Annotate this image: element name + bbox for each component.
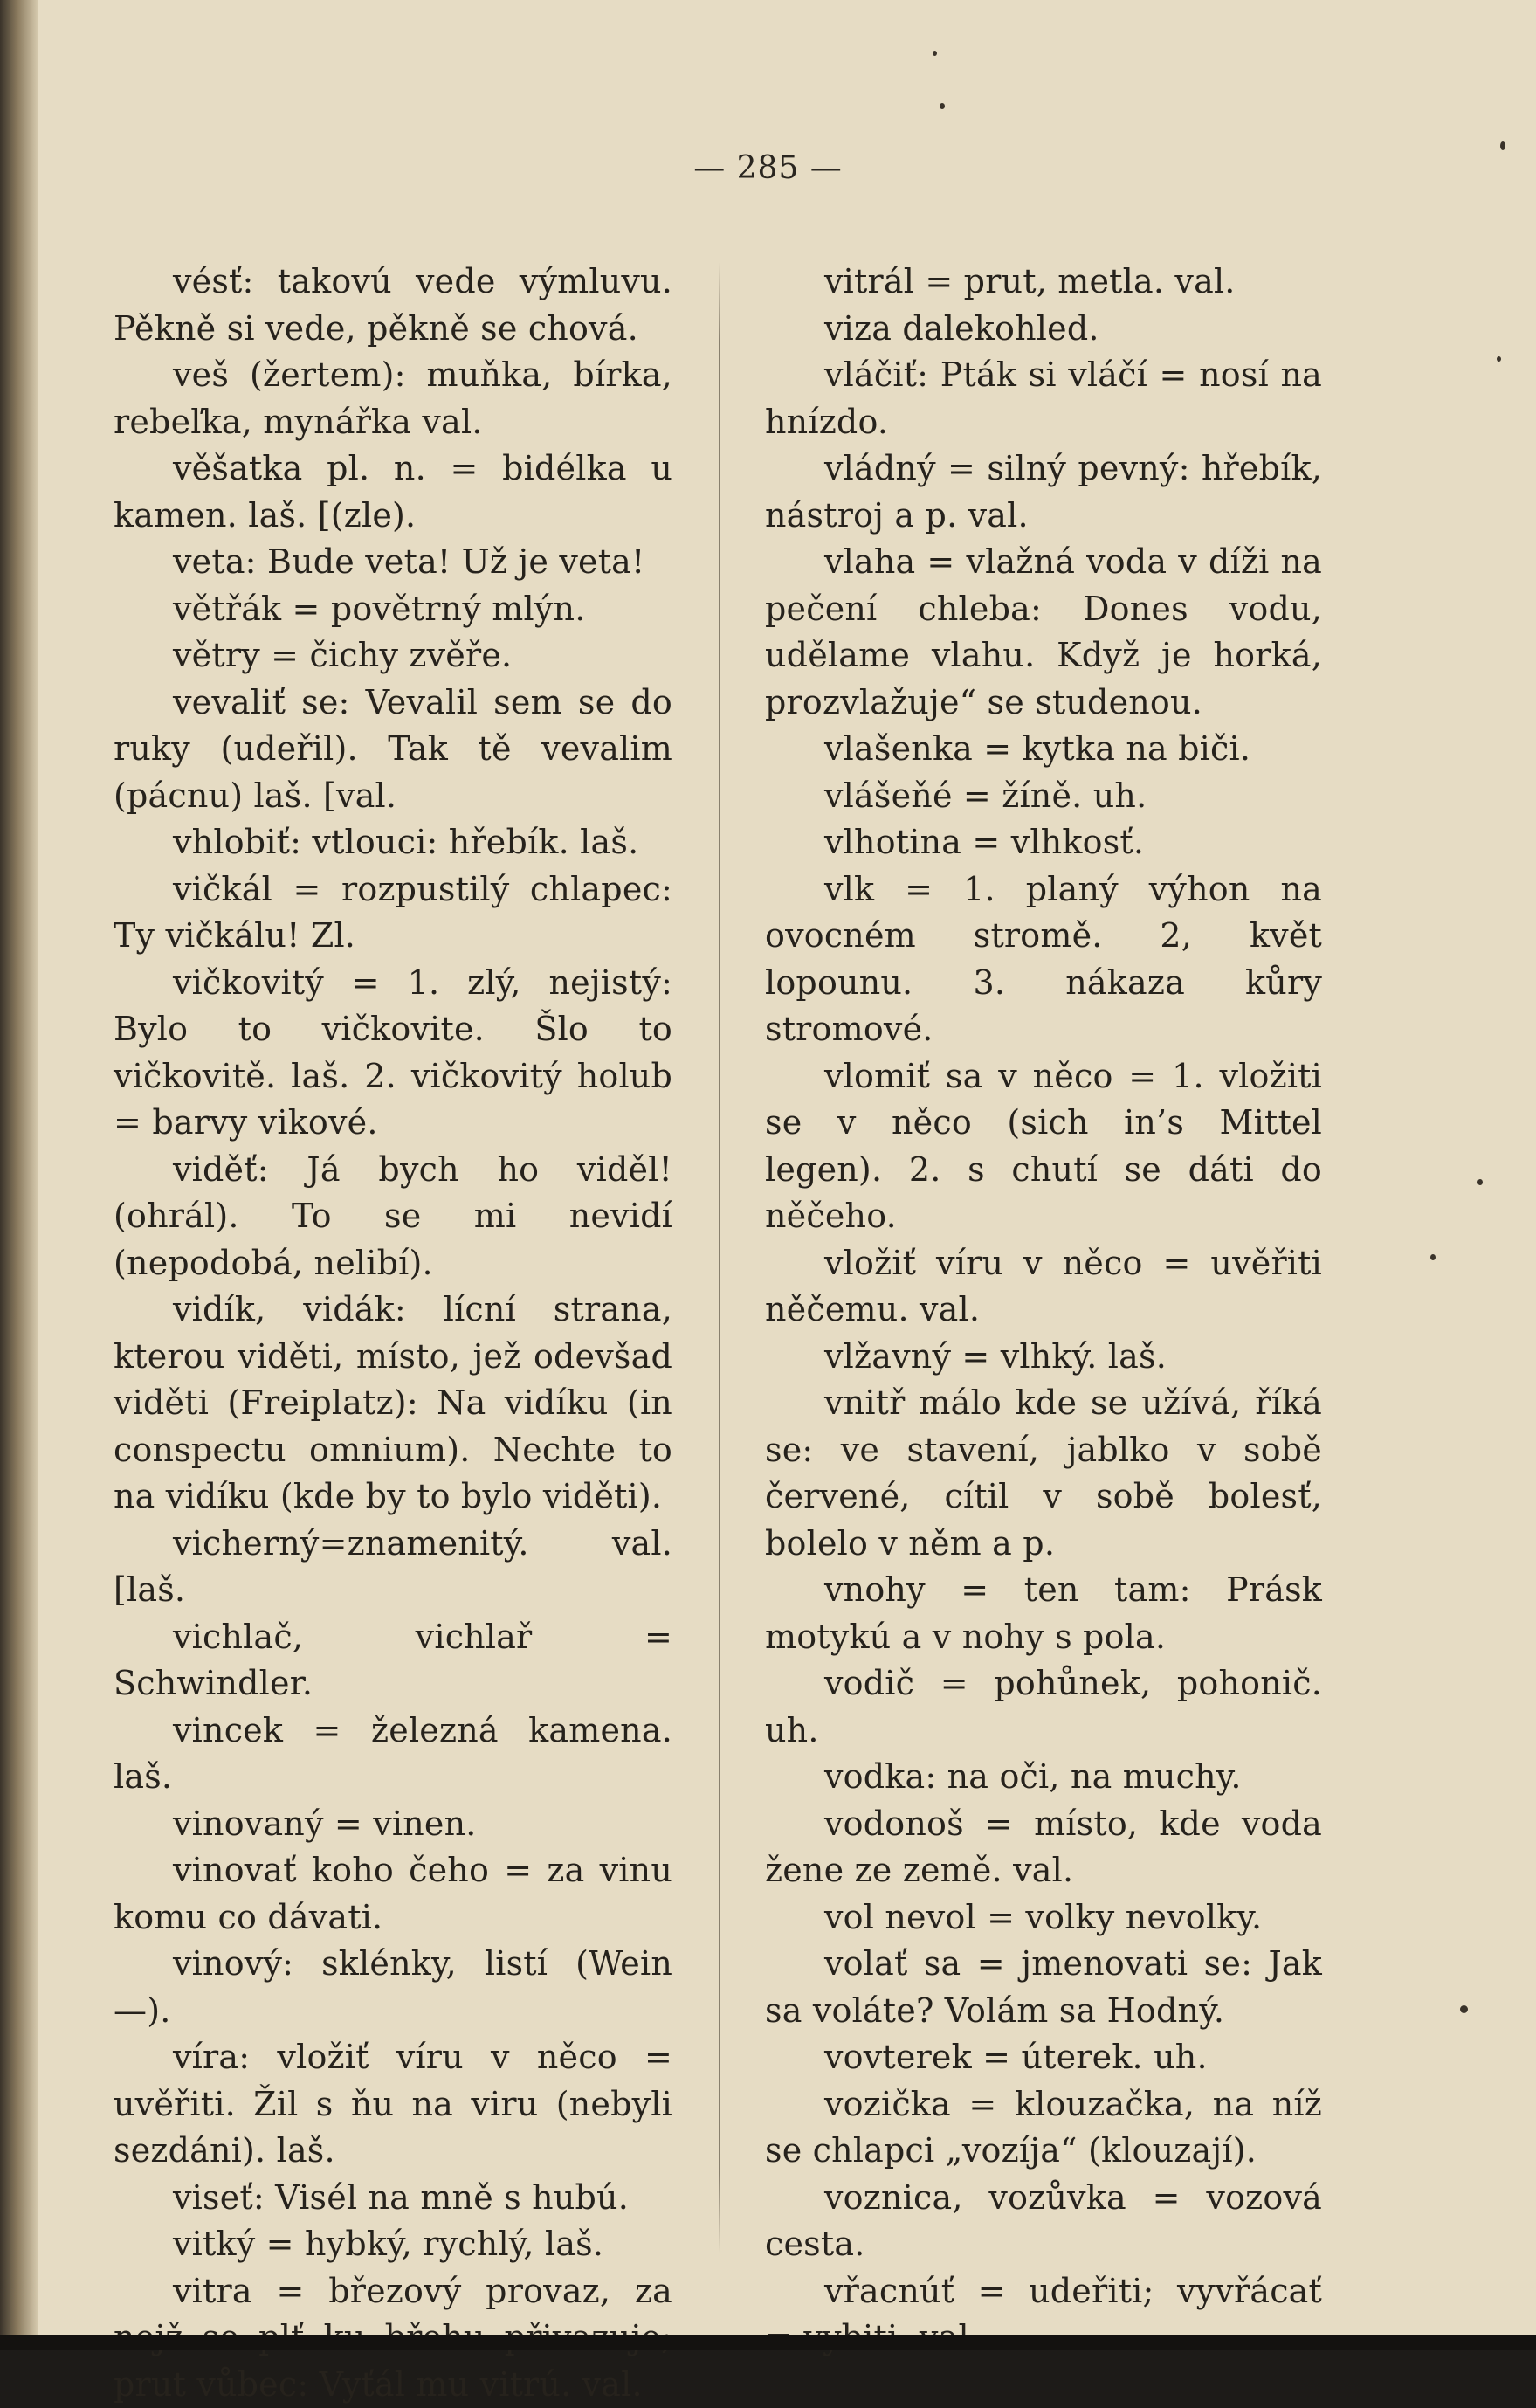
dictionary-entry: víra: vložiť víru v něco = uvěřiti. Žil s ňu na viru (nebyli sezdáni). laš. bbox=[114, 2034, 672, 2175]
dictionary-entry: volať sa = jmenovati se: Jak sa voláte? Volám sa Hodný. bbox=[765, 1941, 1322, 2034]
dictionary-entry: vlomiť sa v něco = 1. vložiti se v něco (sich in’s Mittel legen). 2. s chutí se dáti do něčeho. bbox=[765, 1053, 1322, 1240]
dictionary-entry: vláčiť: Pták si vláčí = nosí na hnízdo. bbox=[765, 352, 1322, 445]
dictionary-entry: vol nevol = volky nevolky. bbox=[765, 1894, 1322, 1942]
dictionary-entry: vevaliť se: Vevalil sem se do ruky (udeřil). Tak tě vevalim (pácnu) laš. [val. bbox=[114, 680, 672, 820]
dictionary-entry: věšatka pl. n. = bidélka u kamen. laš. [(zle). bbox=[114, 445, 672, 539]
dictionary-entry: veta: Bude veta! Už je veta! bbox=[114, 539, 672, 586]
dictionary-entry: viza dalekohled. bbox=[765, 306, 1322, 353]
left-column bbox=[114, 259, 672, 2408]
dictionary-entry: vičkál = rozpustilý chlapec: Ty vičkálu! Zl. bbox=[114, 866, 672, 960]
dictionary-entry: vitký = hybký, rychlý, laš. bbox=[114, 2221, 672, 2268]
dictionary-entry: vnohy = ten tam: Prásk motykú a v nohy s pola. bbox=[765, 1567, 1322, 1660]
dictionary-entry: vitra = březový provaz, za prut vůbec: Vyťál mu vitrú. val. bbox=[114, 2268, 672, 2408]
dictionary-entry: větřák = povětrný mlýn. bbox=[114, 586, 672, 633]
dictionary-entry: vodič = pohůnek, pohonič. uh. bbox=[765, 1660, 1322, 1754]
dictionary-entry: vicherný=znamenitý. val. [laš. bbox=[114, 1521, 672, 1614]
right-column bbox=[765, 259, 1322, 2362]
dictionary-entry: vládný = silný pevný: hřebík, nástroj a p. val. bbox=[765, 445, 1322, 539]
paper-speck bbox=[1430, 1254, 1436, 1260]
dictionary-entry: vlašenka = kytka na biči. bbox=[765, 726, 1322, 773]
dictionary-entry: viděť: Já bych ho viděl! (ohrál). To se mi nevidí (nepodobá, nelibí). bbox=[114, 1147, 672, 1287]
column-divider bbox=[719, 262, 720, 2253]
dictionary-entry: vidík, vidák: lícní strana, kterou viděti, místo, jež odevšad viděti (Freiplatz): Na vidíku (in conspectu omnium). Nechte to na vidíku (kde by to bylo viděti). bbox=[114, 1287, 672, 1521]
dictionary-entry: vlášeňé = žíně. uh. bbox=[765, 773, 1322, 820]
dictionary-entry: větry = čichy zvěře. bbox=[114, 632, 672, 680]
dictionary-entry: vovterek = úterek. uh. bbox=[765, 2034, 1322, 2081]
dictionary-entry: vincek = železná kamena. laš. bbox=[114, 1708, 672, 1801]
dictionary-entry: vodonoš = místo, kde voda žene ze země. val. bbox=[765, 1801, 1322, 1894]
dictionary-entry: voznica, vozůvka = vozová cesta. bbox=[765, 2175, 1322, 2268]
dictionary-entry: vřacnúť = udeřiti; vyvřácať bbox=[765, 2268, 1322, 2362]
paper-speck bbox=[1500, 141, 1505, 150]
dictionary-entry: vložiť víru v něco = uvěřiti něčemu. val. bbox=[765, 1240, 1322, 1334]
paper-speck bbox=[1477, 1179, 1483, 1185]
scan-bottom-edge bbox=[0, 2335, 1536, 2350]
dictionary-entry: vičkovitý = 1. zlý, nejistý: Bylo to vičkovite. Šlo to vičkovitě. laš. 2. vičkovitý holub = barvy vikové. bbox=[114, 960, 672, 1147]
dictionary-entry: vozička = klouzačka, na níž se chlapci „vozíja“ (klouzají). bbox=[765, 2081, 1322, 2175]
dictionary-entry: vitrál = prut, metla. val. bbox=[765, 259, 1322, 306]
dictionary-entry: vichlač, vichlař = Schwindler. bbox=[114, 1614, 672, 1708]
dictionary-entry: vlhotina = vlhkosť. bbox=[765, 819, 1322, 866]
dictionary-entry: vlžavný = vlhký. laš. bbox=[765, 1334, 1322, 1381]
dictionary-entry: vnitř málo kde se užívá, říká se: ve stavení, jablko v sobě červené, cítil v sobě bolesť, bolelo v něm a p. bbox=[765, 1380, 1322, 1567]
dictionary-entry: viseť: Visél na mně s hubú. bbox=[114, 2175, 672, 2222]
dictionary-entry: vésť: takovú vede výmluvu. Pěkně si vede, pěkně se chová. bbox=[114, 259, 672, 352]
paper-speck bbox=[1460, 2005, 1468, 2013]
dictionary-entry: vinový: sklénky, listí (Wein—). bbox=[114, 1941, 672, 2034]
paper-speck bbox=[1497, 356, 1501, 362]
dictionary-entry: veš (žertem): muňka, bírka, rebeľka, mynářka val. bbox=[114, 352, 672, 445]
paper-speck bbox=[933, 51, 937, 56]
dictionary-entry: vhlobiť: vtlouci: hřebík. laš. bbox=[114, 819, 672, 866]
paper-speck bbox=[940, 103, 945, 109]
dictionary-entry: vinovať koho čeho = za vinu komu co dávati. bbox=[114, 1847, 672, 1941]
page-number: — 285 — bbox=[0, 150, 1536, 186]
page-gutter-shadow bbox=[0, 0, 38, 2350]
dictionary-entry: vlaha = vlažná voda v díži na pečení chleba: Dones vodu, udělame vlahu. Když je horká, prozvlažuje“ se studenou. bbox=[765, 539, 1322, 726]
dictionary-entry: vodka: na oči, na muchy. bbox=[765, 1754, 1322, 1801]
dictionary-entry: vinovaný = vinen. bbox=[114, 1801, 672, 1848]
dictionary-entry: vlk = 1. planý výhon na ovocném stromě. 2, květ lopounu. 3. nákaza kůry stromové. bbox=[765, 866, 1322, 1053]
